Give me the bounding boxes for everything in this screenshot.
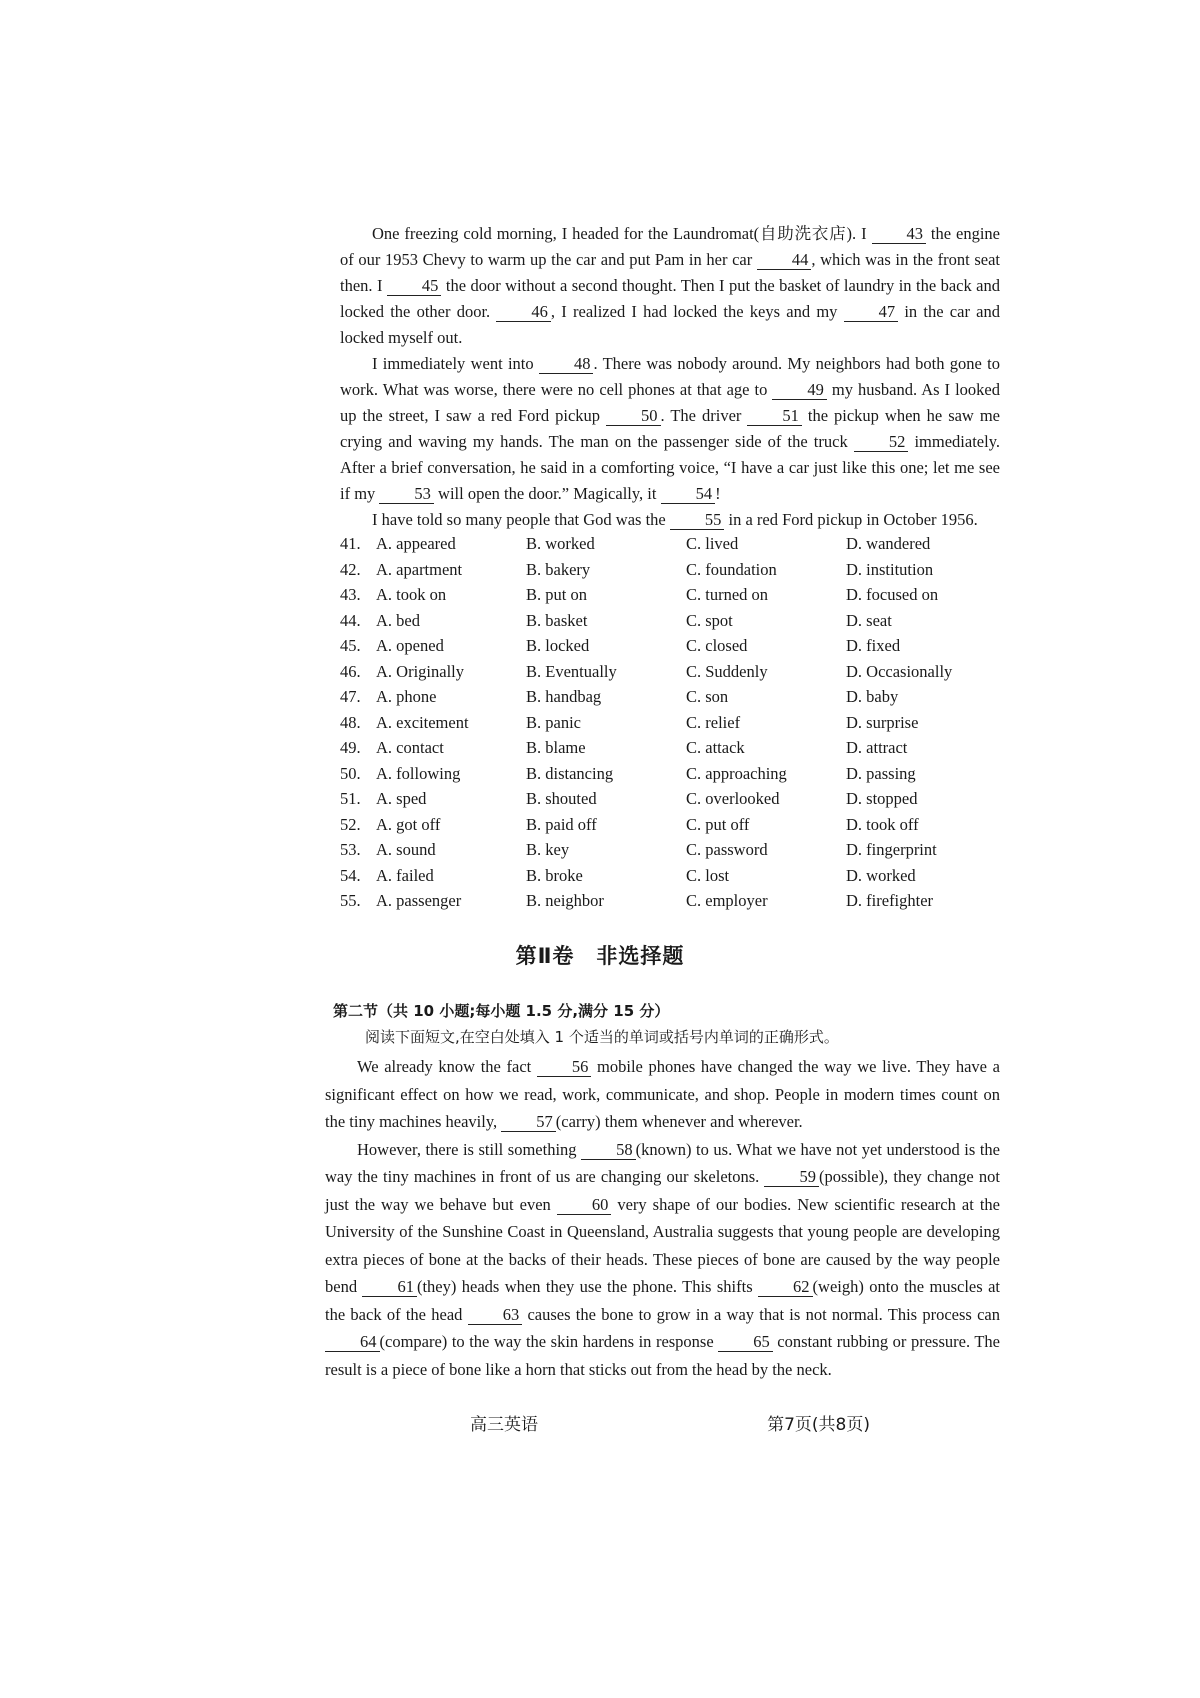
option-a: A. opened — [376, 636, 444, 655]
option-b: B. neighbor — [526, 891, 604, 910]
answer-options — [340, 531, 960, 914]
option-a: A. bed — [376, 610, 420, 630]
blank-number: 43 — [872, 225, 927, 244]
footer-page-number: 第7页(共8页) — [767, 1415, 870, 1435]
option-d: D. fingerprint — [846, 840, 937, 859]
passage-text: . There was nobody around. My neighbors had both gone to work. What was worse, there were no cell phones at that age to — [340, 354, 1000, 399]
blank-number: 59 — [764, 1168, 819, 1187]
question-number: 43. — [340, 585, 361, 604]
blank-number: 50 — [606, 407, 661, 426]
blank-number: 55 — [670, 511, 725, 530]
option-b: B. paid off — [526, 814, 597, 834]
blank-number: 49 — [772, 381, 827, 400]
option-a: A. failed — [376, 865, 434, 885]
fill-in-passage — [325, 1053, 1000, 1383]
option-row — [340, 684, 960, 710]
option-row — [340, 735, 960, 761]
passage-text: the door without a second thought. Then I put the basket of laundry in the back and locked the other door. — [340, 276, 1001, 321]
option-b: B. worked — [526, 534, 595, 553]
question-number: 50. — [340, 763, 361, 783]
passage-paragraph — [340, 507, 1000, 533]
option-row — [340, 761, 960, 787]
option-c: C. relief — [686, 712, 741, 732]
section2-instructions: 阅读下面短文,在空白处填入 1 个适当的单词或括号内单词的正确形式。 — [365, 1028, 839, 1046]
blank-number: 54 — [661, 485, 716, 504]
option-a: A. got off — [376, 814, 441, 834]
option-c: C. foundation — [686, 559, 777, 579]
option-d: D. fixed — [846, 636, 901, 655]
passage-paragraph — [325, 1053, 1000, 1136]
option-a: A. following — [376, 763, 461, 783]
question-number: 47. — [340, 687, 361, 706]
option-b: B. broke — [526, 865, 583, 885]
blank-number: 52 — [854, 433, 909, 452]
passage-text: , which was in the front seat then. I — [340, 250, 1001, 295]
page-footer — [470, 1410, 870, 1435]
footer-subject: 高三英语 — [470, 1415, 538, 1435]
passage-text: However, there is still something — [357, 1139, 582, 1159]
option-b: B. handbag — [526, 687, 602, 706]
option-c: C. lived — [686, 534, 739, 553]
passage-text: ! — [715, 484, 721, 503]
option-c: C. spot — [686, 610, 733, 630]
question-number: 49. — [340, 738, 361, 757]
option-c: C. Suddenly — [686, 661, 768, 681]
option-row — [340, 786, 960, 812]
option-a: A. passenger — [376, 891, 462, 910]
passage-text: will open the door.” Magically, it — [433, 484, 661, 503]
passage-text: (carry) them whenever and wherever. — [555, 1112, 803, 1131]
question-number: 51. — [340, 789, 361, 808]
option-c: C. son — [686, 687, 729, 706]
passage-text: in the car and locked myself out. — [340, 302, 1000, 347]
blank-number: 46 — [496, 303, 551, 322]
blank-number: 61 — [362, 1278, 417, 1297]
option-d: D. focused on — [846, 585, 939, 604]
option-row — [340, 888, 960, 914]
option-d: D. institution — [846, 559, 934, 579]
blank-number: 45 — [387, 277, 442, 296]
blank-number: 44 — [757, 251, 812, 270]
passage-text: mobile phones have changed the way we live. They have a significant effect on how we read, work, communicate, and shop. People in modern times count on the tiny machines heavily, — [325, 1057, 1000, 1131]
option-row — [340, 710, 960, 736]
option-c: C. overlooked — [686, 789, 780, 808]
passage-text: (known) to us. What we have not yet understood is the way the tiny machines in front of us are changing our skeletons. — [325, 1139, 1000, 1186]
passage-text: I have told so many people that God was the — [372, 510, 670, 529]
option-b: B. locked — [526, 636, 590, 655]
option-b: B. blame — [526, 738, 586, 757]
option-b: B. Eventually — [526, 661, 617, 681]
option-c: C. put off — [686, 814, 750, 834]
passage-text: (possible), they change not just the way we behave but even — [325, 1167, 1000, 1214]
option-d: D. took off — [846, 814, 919, 834]
option-c: C. closed — [686, 636, 748, 655]
option-row — [340, 633, 960, 659]
option-d: D. baby — [846, 687, 899, 706]
passage-text: (they) heads when they use the phone. This shifts — [416, 1277, 759, 1296]
option-row — [340, 557, 960, 583]
option-b: B. key — [526, 840, 570, 859]
blank-number: 64 — [325, 1333, 380, 1352]
blank-number: 63 — [468, 1306, 523, 1325]
passage-paragraph — [325, 1136, 1000, 1384]
question-number: 48. — [340, 712, 361, 732]
passage-paragraph — [340, 351, 1000, 507]
option-c: C. employer — [686, 891, 768, 910]
option-d: D. seat — [846, 610, 892, 630]
option-d: D. Occasionally — [846, 661, 953, 681]
option-row — [340, 608, 960, 634]
passage-paragraph — [340, 221, 1000, 351]
option-b: B. bakery — [526, 559, 591, 579]
option-c: C. approaching — [686, 763, 787, 783]
option-row — [340, 812, 960, 838]
option-row — [340, 531, 960, 557]
option-a: A. appeared — [376, 534, 456, 553]
option-row — [340, 837, 960, 863]
option-b: B. panic — [526, 712, 581, 732]
blank-number: 56 — [537, 1058, 592, 1077]
question-number: 41. — [340, 534, 361, 553]
option-c: C. attack — [686, 738, 745, 757]
passage-text: , I realized I had locked the keys and my — [550, 302, 844, 321]
blank-number: 57 — [501, 1113, 556, 1132]
option-b: B. shouted — [526, 789, 597, 808]
question-number: 42. — [340, 559, 361, 579]
passage-text: the pickup when he saw me crying and waving my hands. The man on the passenger side of the truck — [340, 406, 1000, 451]
passage-text: in a red Ford pickup in October 1956. — [724, 510, 978, 529]
blank-number: 62 — [758, 1278, 813, 1297]
blank-number: 65 — [718, 1333, 773, 1352]
section2-heading: 第二节（共 10 小题;每小题 1.5 分,满分 15 分） — [333, 1002, 670, 1020]
question-number: 52. — [340, 814, 361, 834]
question-number: 53. — [340, 840, 361, 859]
passage-text: One freezing cold morning, I headed for the Laundromat(自助洗衣店). I — [372, 224, 872, 243]
blank-number: 51 — [747, 407, 802, 426]
passage-text: I immediately went into — [372, 354, 539, 373]
option-a: A. sped — [376, 789, 427, 808]
option-d: D. stopped — [846, 789, 918, 808]
option-d: D. worked — [846, 865, 916, 885]
option-d: D. wandered — [846, 534, 931, 553]
option-a: A. phone — [376, 687, 437, 706]
option-row — [340, 582, 960, 608]
passage-text: the engine of our 1953 Chevy to warm up the car and put Pam in her car — [340, 224, 1001, 269]
option-row — [340, 659, 960, 685]
option-a: A. apartment — [376, 559, 463, 579]
option-c: C. password — [686, 840, 768, 859]
passage-text: (compare) to the way the skin hardens in response — [379, 1332, 719, 1351]
section-title: 第Ⅱ卷 非选择题 — [515, 944, 685, 968]
passage-text: We already know the fact — [357, 1057, 537, 1076]
option-a: A. excitement — [376, 712, 469, 732]
question-number: 46. — [340, 661, 361, 681]
blank-number: 60 — [557, 1196, 612, 1215]
blank-number: 53 — [379, 485, 434, 504]
blank-number: 47 — [844, 303, 899, 322]
question-number: 55. — [340, 891, 361, 910]
option-d: D. passing — [846, 763, 916, 783]
passage-text: constant rubbing or pressure. The result is a piece of bone like a horn that sticks out from the head by the neck. — [325, 1332, 1000, 1379]
option-a: A. took on — [376, 585, 447, 604]
option-c: C. turned on — [686, 585, 769, 604]
option-b: B. put on — [526, 585, 587, 604]
question-number: 44. — [340, 610, 361, 630]
option-a: A. sound — [376, 840, 436, 859]
blank-number: 58 — [581, 1141, 636, 1160]
passage-text: my husband. As I looked up the street, I saw a red Ford pickup — [340, 380, 1000, 425]
question-number: 54. — [340, 865, 361, 885]
question-number: 45. — [340, 636, 361, 655]
option-c: C. lost — [686, 865, 730, 885]
option-d: D. attract — [846, 738, 908, 757]
option-row — [340, 863, 960, 889]
passage-text: . The driver — [660, 406, 748, 425]
option-a: A. contact — [376, 738, 444, 757]
option-a: A. Originally — [376, 661, 464, 681]
option-d: D. surprise — [846, 712, 919, 732]
passage-text: causes the bone to grow in a way that is not normal. This process can — [522, 1304, 1001, 1324]
option-d: D. firefighter — [846, 891, 934, 910]
passage-text: very shape of our bodies. New scientific research at the University of the Sunshine Coast in Queensland, Australia suggests that young people are developing extra pieces of bone at the backs of their heads. These pieces of bone are caused by the way people bend — [325, 1194, 1000, 1296]
option-b: B. basket — [526, 610, 588, 630]
passage-text: immediately. After a brief conversation, he said in a comforting voice, “I have a car just like this one; let me see if my — [340, 432, 1000, 503]
passage-text: (weigh) onto the muscles at the back of the head — [325, 1277, 1000, 1324]
blank-number: 48 — [539, 355, 594, 374]
cloze-passage — [340, 221, 1000, 533]
option-b: B. distancing — [526, 763, 614, 783]
